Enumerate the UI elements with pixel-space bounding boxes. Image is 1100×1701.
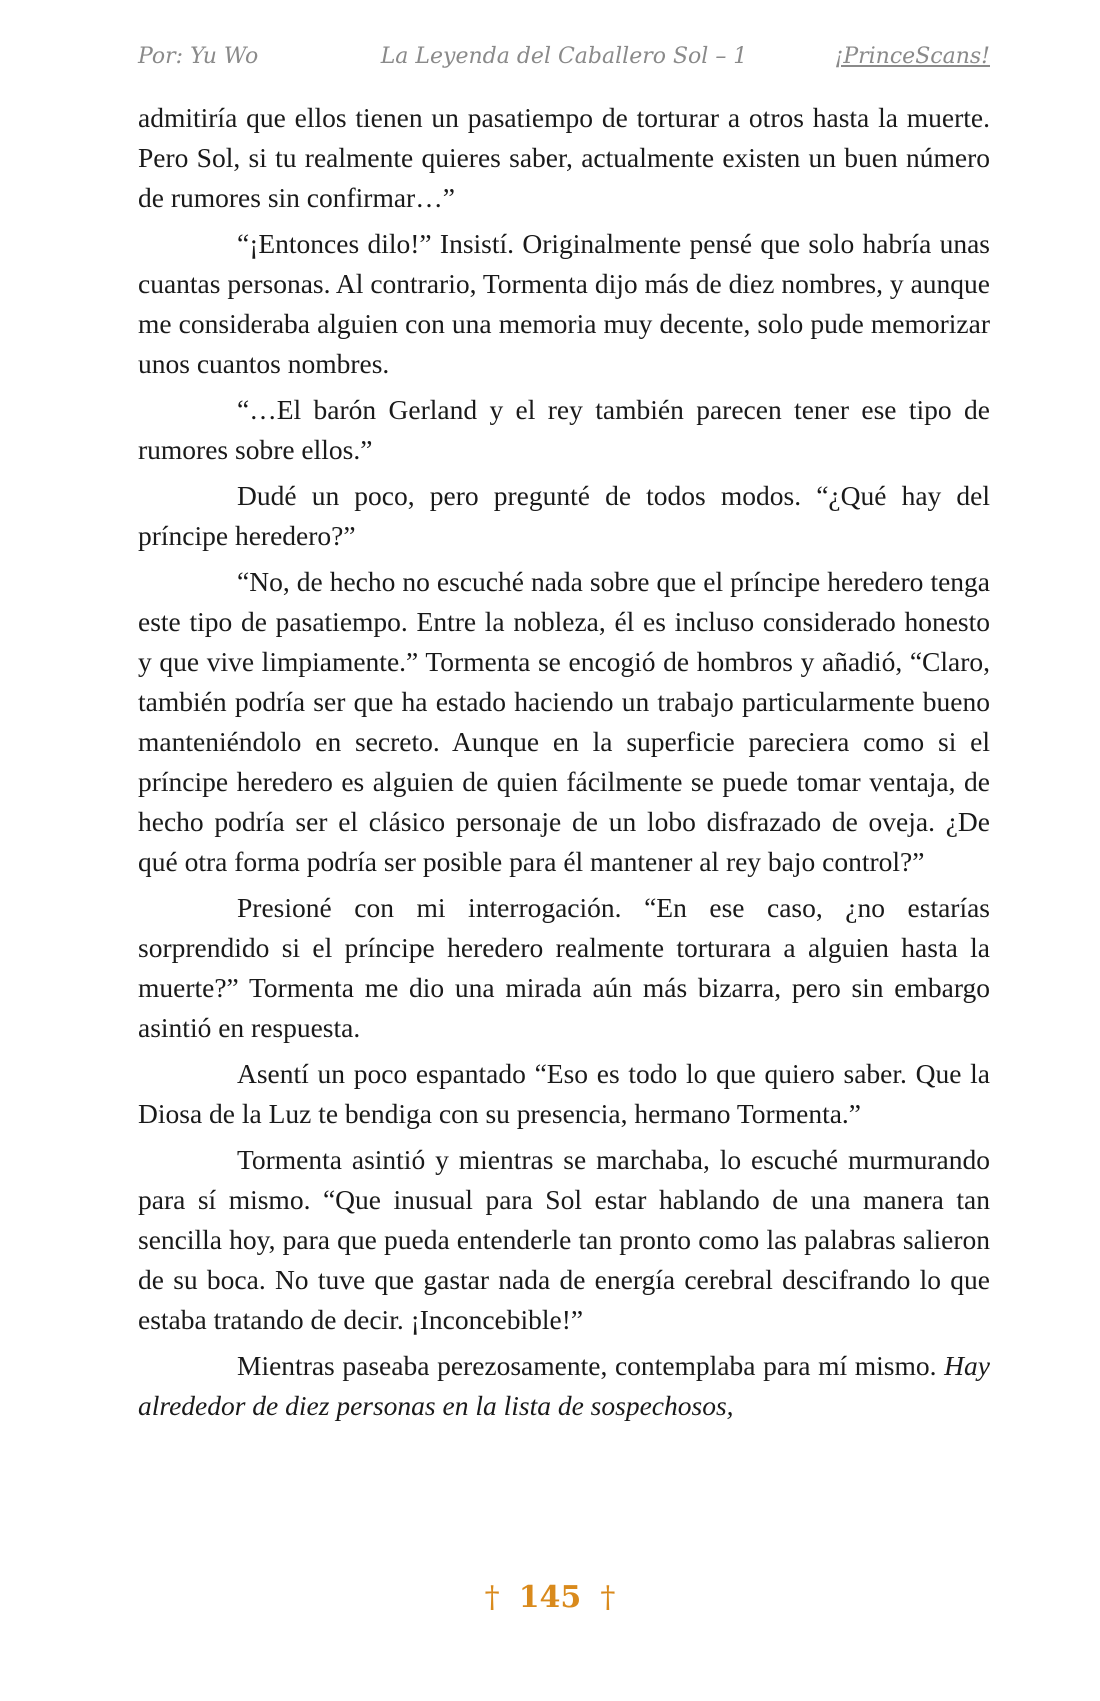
header-author: Por: Yu Wo xyxy=(138,44,259,69)
paragraph-9-italic-thought: Hay alrededor de diez personas en la lista de sospechosos, xyxy=(138,1350,990,1421)
paragraph-9-plain: Mientras paseaba perezosamente, contemplaba para mí mismo. xyxy=(237,1350,945,1381)
paragraph-1: admitiría que ellos tienen un pasatiempo de torturar a otros hasta la muerte. Pero Sol, si tu realmente quieres saber, actualmente existen un buen número de rumores sin confirmar…” xyxy=(138,102,990,213)
ornament-left-icon: † xyxy=(484,1580,500,1615)
page-number: 145 xyxy=(518,1580,582,1615)
paragraph-8: Tormenta asintió y mientras se marchaba, lo escuché murmurando para sí mismo. “Que inusual para Sol estar hablando de una manera tan sencilla hoy, para que pueda entenderle tan pronto como las palabras salieron de su boca. No tuve que gastar nada de energía cerebral descifrando lo que estaba tratando de decir. ¡Inconcebible!” xyxy=(138,1144,990,1335)
page-header xyxy=(138,40,990,76)
paragraph-6: Presioné con mi interrogación. “En ese caso, ¿no estarías sorprendido si el príncipe heredero realmente torturara a alguien hasta la muerte?” Tormenta me dio una mirada aún más bizarra, pero sin embargo asintió en respuesta. xyxy=(138,892,990,1043)
body-text xyxy=(138,98,990,1432)
paragraph-5: “No, de hecho no escuché nada sobre que el príncipe heredero tenga este tipo de pasatiempo. Entre la nobleza, él es incluso considerado honesto y que vive limpiamente.” Tormenta se encogió de hombros y añadió, “Claro, también podría ser que ha estado haciendo un trabajo particularmente bueno manteniéndolo en secreto. Aunque en la superficie pareciera como si el príncipe heredero es alguien de quien fácilmente se puede tomar ventaja, de hecho podría ser el clásico personaje de un lobo disfrazado de oveja. ¿De qué otra forma podría ser posible para él mantener al rey bajo control?” xyxy=(138,566,990,877)
paragraph-7: Asentí un poco espantado “Eso es todo lo que quiero saber. Que la Diosa de la Luz te bendiga con su presencia, hermano Tormenta.” xyxy=(138,1058,990,1129)
header-book-title: La Leyenda del Caballero Sol – 1 xyxy=(380,44,748,69)
paragraph-2: “¡Entonces dilo!” Insistí. Originalmente pensé que solo habría unas cuantas personas. Al contrario, Tormenta dijo más de diez nombres, y aunque me consideraba alguien con una memoria muy decente, solo pude memorizar unos cuantos nombres. xyxy=(138,228,990,379)
page-footer xyxy=(0,1580,1100,1615)
paragraph-3: “…El barón Gerland y el rey también parecen tener ese tipo de rumores sobre ellos.” xyxy=(138,394,990,465)
paragraph-9 xyxy=(138,1346,990,1426)
paragraph-4: Dudé un poco, pero pregunté de todos modos. “¿Qué hay del príncipe heredero?” xyxy=(138,480,990,551)
header-scanlator: ¡PrinceScans! xyxy=(834,44,990,69)
ornament-right-icon: † xyxy=(600,1580,616,1615)
